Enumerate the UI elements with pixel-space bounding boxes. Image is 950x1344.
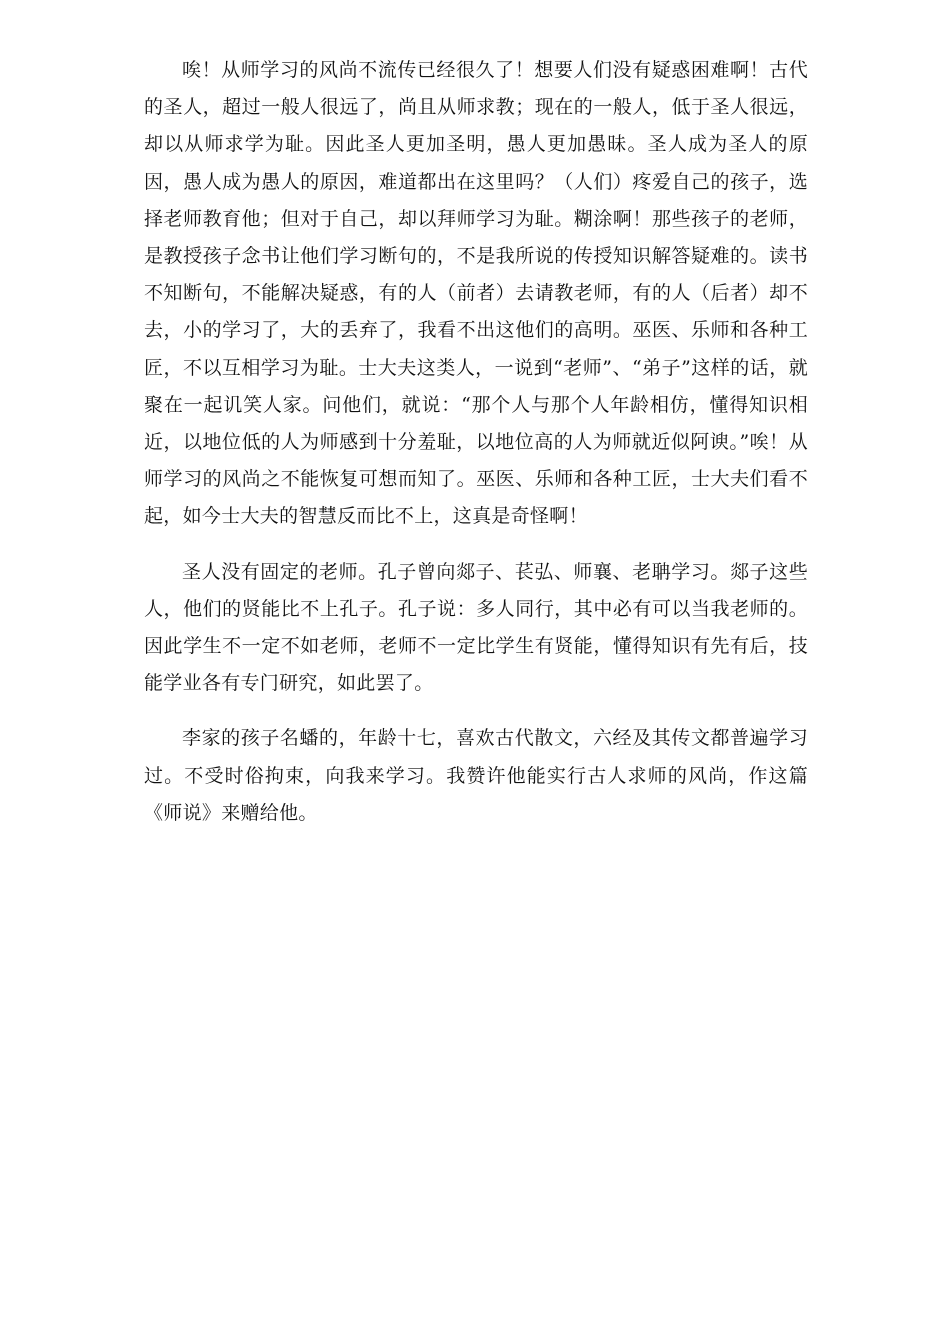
paragraph-3: 李家的孩子名蟠的，年龄十七，喜欢古代散文，六经及其传文都普遍学习过。不受时俗拘束，向我来学习。我赞许他能实行古人求师的风尚，作这篇《师说》来赠给他。 [144,727,808,824]
paragraph-1: 唉！从师学习的风尚不流传已经很久了！想要人们没有疑惑困难啊！古代的圣人，超过一般人很远了，尚且从师求教；现在的一般人，低于圣人很远，却以从师求学为耻。因此圣人更加圣明，愚人更加愚昧。圣人成为圣人的原因，愚人成为愚人的原因，难道都出在这里吗？（人们）疼爱自己的孩子，选择老师教育他；但对于自己，却以拜师学习为耻。糊涂啊！那些孩子的老师，是教授孩子念书让他们学习断句的，不是我所说的传授知识解答疑难的。读书不知断句，不能解决疑惑，有的人（前者）去请教老师，有的人（后者）却不去，小的学习了，大的丢弃了，我看不出这他们的高明。巫医、乐师和各种工匠，不以互相学习为耻。士大夫这类人，一说到“老师”、“弟子”这样的话，就聚在一起讥笑人家。问他们，就说：“那个人与那个人年龄相仿，懂得知识相近，以地位低的人为师感到十分羞耻，以地位高的人为师就近似阿谀。”唉！从师学习的风尚之不能恢复可想而知了。巫医、乐师和各种工匠，士大夫们看不起，如今士大夫的智慧反而比不上，这真是奇怪啊！ [144,59,808,528]
paragraph-2: 圣人没有固定的老师。孔子曾向郯子、苌弘、师襄、老聃学习。郯子这些人，他们的贤能比不上孔子。孔子说：多人同行，其中必有可以当我老师的。因此学生不一定不如老师，老师不一定比学生有贤能，懂得知识有先有后，技能学业各有专门研究，如此罢了。 [144,560,808,695]
document-body [144,52,808,850]
